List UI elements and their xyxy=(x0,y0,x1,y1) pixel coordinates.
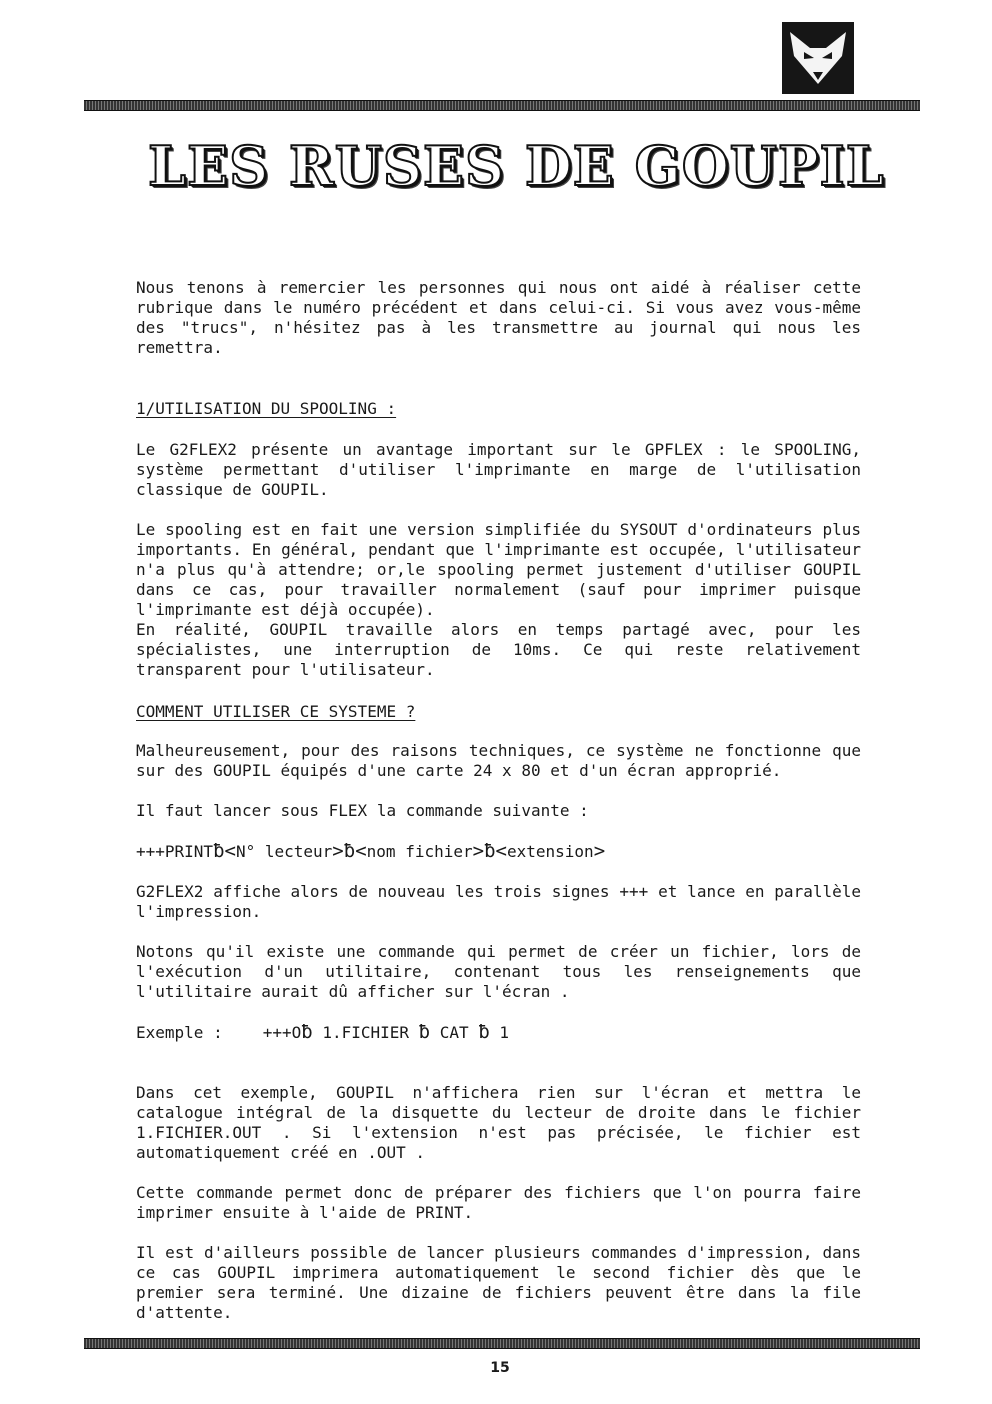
example-label: Exemple : xyxy=(136,1023,223,1042)
command-arg-extension: extension xyxy=(506,842,594,861)
section1-paragraph-3: En réalité, GOUPIL travaille alors en temps partagé avec, pour les spécialistes, une interruption de 10ms. Ce qui reste relativement transparent pour l'utilisateur. xyxy=(136,620,861,679)
gt-symbol: > xyxy=(593,840,606,862)
bottom-rule xyxy=(84,1338,920,1349)
fox-head-icon xyxy=(782,22,854,94)
blank-symbol: ƀ xyxy=(418,1021,431,1043)
section1-heading: 1/UTILISATION DU SPOOLING : xyxy=(136,399,397,418)
lt-symbol: < xyxy=(224,840,236,862)
section1-paragraph-2: Le spooling est en fait une version simplifiée du SYSOUT d'ordinateurs plus importants. En général, pendant que l'imprimante est occupée, l'utilisateur n'a plus qu'à attendre; or,le spooling permet justement d'utiliser GOUPIL dans ce cas, pour travailler normalement (sauf pour imprimer puisque l'imprimante est déjà occupée). xyxy=(136,520,861,619)
blank-symbol: ƀ xyxy=(478,1021,490,1043)
page-title: LES RUSES DE GOUPIL xyxy=(148,134,885,198)
gt-symbol: > xyxy=(472,840,485,862)
section2-paragraph-1: Malheureusement, pour des raisons techniques, ce système ne fonctionne que sur des GOUPIL équipés d'une carte 24 x 80 et d'un écran approprié. xyxy=(136,741,861,780)
print-command-syntax xyxy=(136,841,605,862)
section2-paragraph-7: Il est d'ailleurs possible de lancer plusieurs commandes d'impression, dans ce cas GOUPIL imprimera automatiquement le second fichier dès que le premier sera terminé. Une dizaine de fichiers peuvent être dans la file d'attente. xyxy=(136,1243,861,1322)
lt-symbol: < xyxy=(495,840,507,862)
blank-symbol: ƀ xyxy=(484,840,496,862)
section2-paragraph-5: Dans cet exemple, GOUPIL n'affichera rien sur l'écran et mettra le catalogue intégral de la disquette du lecteur de droite dans le fichier 1.FICHIER.OUT . Si l'extension n'est pas précisée, le fichier est automatiquement créé en .OUT . xyxy=(136,1083,861,1162)
top-rule xyxy=(84,100,920,111)
command-arg-drive: N° lecteur xyxy=(235,842,333,861)
example-file: 1.FICHIER xyxy=(322,1023,410,1042)
page-number: 15 xyxy=(490,1360,510,1376)
section2-paragraph-6: Cette commande permet donc de préparer des fichiers que l'on pourra faire imprimer ensuite à l'aide de PRINT. xyxy=(136,1183,861,1222)
blank-symbol: ƀ xyxy=(343,840,356,862)
example-prefix: +++O xyxy=(262,1023,302,1042)
lt-symbol: < xyxy=(355,840,367,862)
example-arg: 1 xyxy=(499,1023,510,1042)
section2-heading: COMMENT UTILISER CE SYSTEME ? xyxy=(136,702,416,721)
example-cmd: CAT xyxy=(439,1023,469,1042)
intro-paragraph: Nous tenons à remercier les personnes qui nous ont aidé à réaliser cette rubrique dans le numéro précédent et dans celui-ci. Si vous avez vous-même des "trucs", n'hésitez pas à les transmettre au journal qui nous les remettra. xyxy=(136,278,861,357)
blank-symbol: ƀ xyxy=(213,840,225,862)
gt-symbol: > xyxy=(332,840,344,862)
section2-paragraph-3: G2FLEX2 affiche alors de nouveau les trois signes +++ et lance en parallèle l'impression. xyxy=(136,882,861,921)
blank-symbol: ƀ xyxy=(301,1021,313,1043)
section1-paragraph-1: Le G2FLEX2 présente un avantage important sur le GPFLEX : le SPOOLING, système permettant d'utiliser l'imprimante en marge de l'utilisation classique de GOUPIL. xyxy=(136,440,861,499)
section2-paragraph-2: Il faut lancer sous FLEX la commande suivante : xyxy=(136,801,589,820)
section2-paragraph-4: Notons qu'il existe une commande qui permet de créer un fichier, lors de l'exécution d'un utilitaire, contenant tous les renseignements que l'utilitaire aurait dû afficher sur l'écran . xyxy=(136,942,861,1001)
command-arg-filename: nom fichier xyxy=(366,842,473,861)
example-line xyxy=(136,1022,509,1043)
command-prefix: +++PRINT xyxy=(136,842,214,861)
